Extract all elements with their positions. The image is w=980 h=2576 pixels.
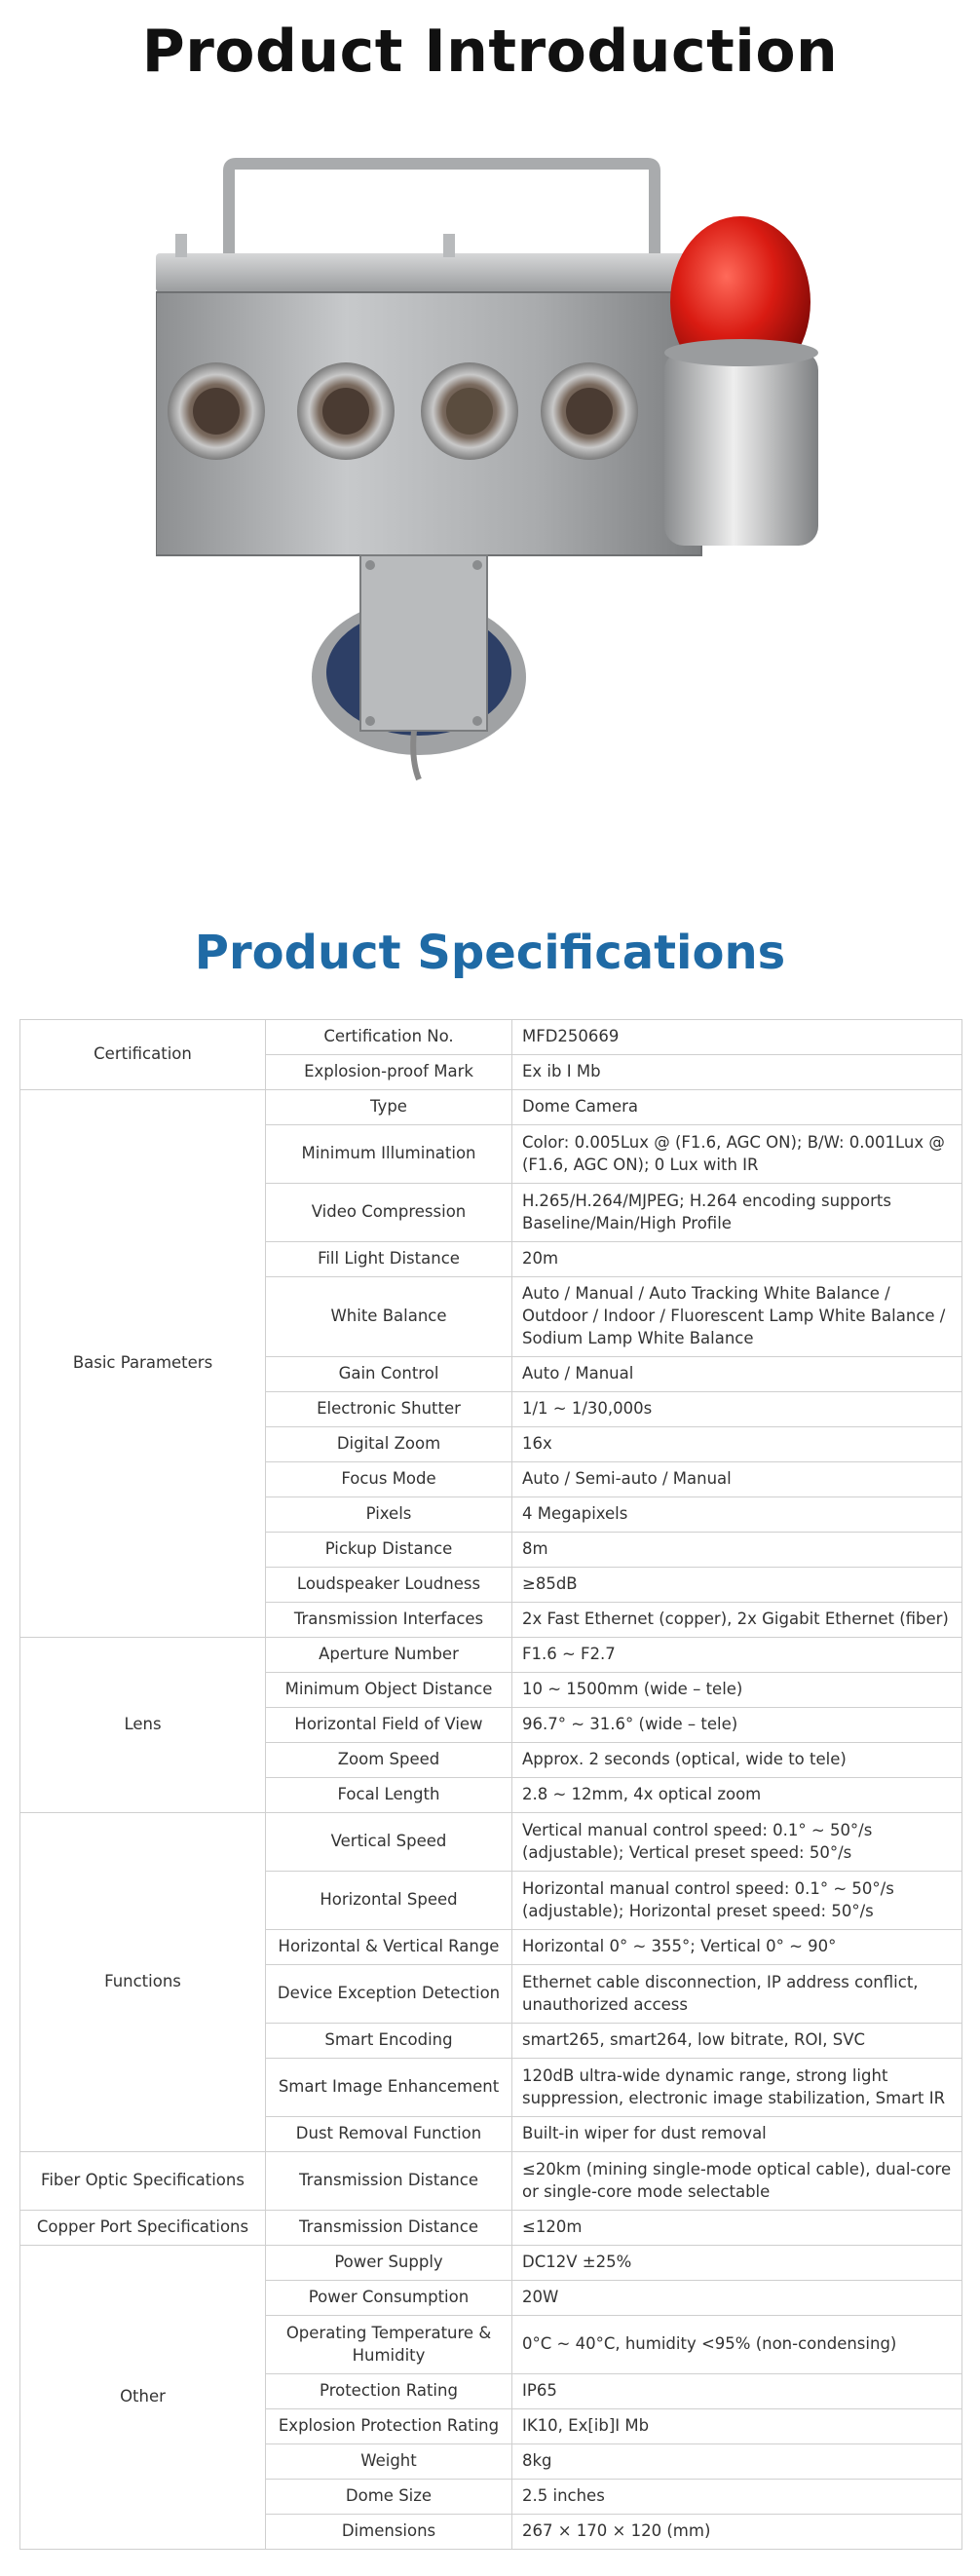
spec-value: 267 × 170 × 120 (mm)	[512, 2515, 962, 2550]
spec-parameter: Explosion Protection Rating	[266, 2409, 512, 2444]
spec-row	[20, 2211, 962, 2246]
spec-category: Fiber Optic Specifications	[20, 2152, 266, 2211]
spec-parameter: Transmission Interfaces	[266, 1603, 512, 1638]
spec-value: Horizontal 0° ~ 355°; Vertical 0° ~ 90°	[512, 1930, 962, 1965]
spec-value: Auto / Semi-auto / Manual	[512, 1462, 962, 1497]
spec-parameter: Weight	[266, 2444, 512, 2480]
spec-parameter: Protection Rating	[266, 2374, 512, 2409]
spec-value: 4 Megapixels	[512, 1497, 962, 1533]
spec-parameter: Fill Light Distance	[266, 1242, 512, 1277]
spec-parameter: Power Consumption	[266, 2281, 512, 2316]
product-photo	[156, 156, 857, 867]
spec-parameter: Power Supply	[266, 2246, 512, 2281]
spec-value: 8m	[512, 1533, 962, 1568]
spec-value: 96.7° ~ 31.6° (wide – tele)	[512, 1708, 962, 1743]
spec-value: MFD250669	[512, 1020, 962, 1055]
spec-parameter: Minimum Illumination	[266, 1125, 512, 1184]
spec-value: Horizontal manual control speed: 0.1° ~ 50°/s (adjustable); Horizontal preset speed: 50°/s	[512, 1872, 962, 1930]
spec-value: 10 ~ 1500mm (wide – tele)	[512, 1673, 962, 1708]
spec-parameter: Digital Zoom	[266, 1427, 512, 1462]
spec-value: 20m	[512, 1242, 962, 1277]
spec-parameter: Focal Length	[266, 1778, 512, 1813]
spec-category: Other	[20, 2246, 266, 2550]
spec-value: Ethernet cable disconnection, IP address conflict, unauthorized access	[512, 1965, 962, 2024]
spec-parameter: Video Compression	[266, 1184, 512, 1242]
spec-parameter: Dome Size	[266, 2480, 512, 2515]
spec-value: Auto / Manual / Auto Tracking White Balance / Outdoor / Indoor / Fluorescent Lamp White Balance / Sodium Lamp White Balance	[512, 1277, 962, 1357]
spec-parameter: Pickup Distance	[266, 1533, 512, 1568]
spec-value: Built-in wiper for dust removal	[512, 2117, 962, 2152]
spec-parameter: Type	[266, 1090, 512, 1125]
spec-row	[20, 1638, 962, 1673]
spec-row	[20, 1813, 962, 1872]
spec-parameter: Smart Encoding	[266, 2024, 512, 2059]
spec-parameter: Horizontal & Vertical Range	[266, 1930, 512, 1965]
spec-value: F1.6 ~ F2.7	[512, 1638, 962, 1673]
spec-value: 2.8 ~ 12mm, 4x optical zoom	[512, 1778, 962, 1813]
spec-parameter: Dust Removal Function	[266, 2117, 512, 2152]
spec-parameter: Explosion-proof Mark	[266, 1055, 512, 1090]
spec-parameter: Minimum Object Distance	[266, 1673, 512, 1708]
spec-value: smart265, smart264, low bitrate, ROI, SVC	[512, 2024, 962, 2059]
spec-value: 8kg	[512, 2444, 962, 2480]
spec-value: Auto / Manual	[512, 1357, 962, 1392]
spec-value: IK10, Ex[ib]I Mb	[512, 2409, 962, 2444]
spec-row	[20, 1090, 962, 1125]
spec-row	[20, 1020, 962, 1055]
spec-value: Approx. 2 seconds (optical, wide to tele)	[512, 1743, 962, 1778]
spec-row	[20, 2152, 962, 2211]
spec-value: ≥85dB	[512, 1568, 962, 1603]
spec-value: 1/1 ~ 1/30,000s	[512, 1392, 962, 1427]
spec-value: Dome Camera	[512, 1090, 962, 1125]
spec-value: 2x Fast Ethernet (copper), 2x Gigabit Ethernet (fiber)	[512, 1603, 962, 1638]
spec-parameter: Horizontal Speed	[266, 1872, 512, 1930]
spec-value: H.265/H.264/MJPEG; H.264 encoding supports Baseline/Main/High Profile	[512, 1184, 962, 1242]
spec-value: Ex ib I Mb	[512, 1055, 962, 1090]
spec-title: Product Specifications	[194, 926, 786, 980]
spec-parameter: Transmission Distance	[266, 2152, 512, 2211]
spec-parameter: Focus Mode	[266, 1462, 512, 1497]
spec-parameter: Smart Image Enhancement	[266, 2059, 512, 2117]
spec-value: 2.5 inches	[512, 2480, 962, 2515]
spec-parameter: Pixels	[266, 1497, 512, 1533]
spec-value: ≤120m	[512, 2211, 962, 2246]
spec-parameter: Device Exception Detection	[266, 1965, 512, 2024]
spec-parameter: Dimensions	[266, 2515, 512, 2550]
intro-title: Product Introduction	[141, 18, 839, 86]
spec-value: Color: 0.005Lux @ (F1.6, AGC ON); B/W: 0.001Lux @ (F1.6, AGC ON); 0 Lux with IR	[512, 1125, 962, 1184]
spec-table	[19, 1019, 962, 2550]
spec-category: Basic Parameters	[20, 1090, 266, 1638]
spec-parameter: Operating Temperature & Humidity	[266, 2316, 512, 2374]
spec-value: IP65	[512, 2374, 962, 2409]
spec-parameter: Gain Control	[266, 1357, 512, 1392]
spec-parameter: Zoom Speed	[266, 1743, 512, 1778]
spec-category: Functions	[20, 1813, 266, 2152]
spec-category: Copper Port Specifications	[20, 2211, 266, 2246]
spec-parameter: Electronic Shutter	[266, 1392, 512, 1427]
spec-value: 20W	[512, 2281, 962, 2316]
spec-value: 16x	[512, 1427, 962, 1462]
spec-value: 120dB ultra-wide dynamic range, strong light suppression, electronic image stabilization, Smart IR	[512, 2059, 962, 2117]
spec-value: ≤20km (mining single-mode optical cable), dual-core or single-core mode selectable	[512, 2152, 962, 2211]
spec-parameter: Transmission Distance	[266, 2211, 512, 2246]
spec-value: DC12V ±25%	[512, 2246, 962, 2281]
spec-value: 0°C ~ 40°C, humidity <95% (non-condensing)	[512, 2316, 962, 2374]
spec-parameter: Horizontal Field of View	[266, 1708, 512, 1743]
spec-parameter: Vertical Speed	[266, 1813, 512, 1872]
spec-category: Lens	[20, 1638, 266, 1813]
spec-parameter: Certification No.	[266, 1020, 512, 1055]
spec-parameter: Aperture Number	[266, 1638, 512, 1673]
spec-parameter: Loudspeaker Loudness	[266, 1568, 512, 1603]
spec-parameter: White Balance	[266, 1277, 512, 1357]
spec-value: Vertical manual control speed: 0.1° ~ 50°/s (adjustable); Vertical preset speed: 50°/s	[512, 1813, 962, 1872]
spec-row	[20, 2246, 962, 2281]
spec-category: Certification	[20, 1020, 266, 1090]
